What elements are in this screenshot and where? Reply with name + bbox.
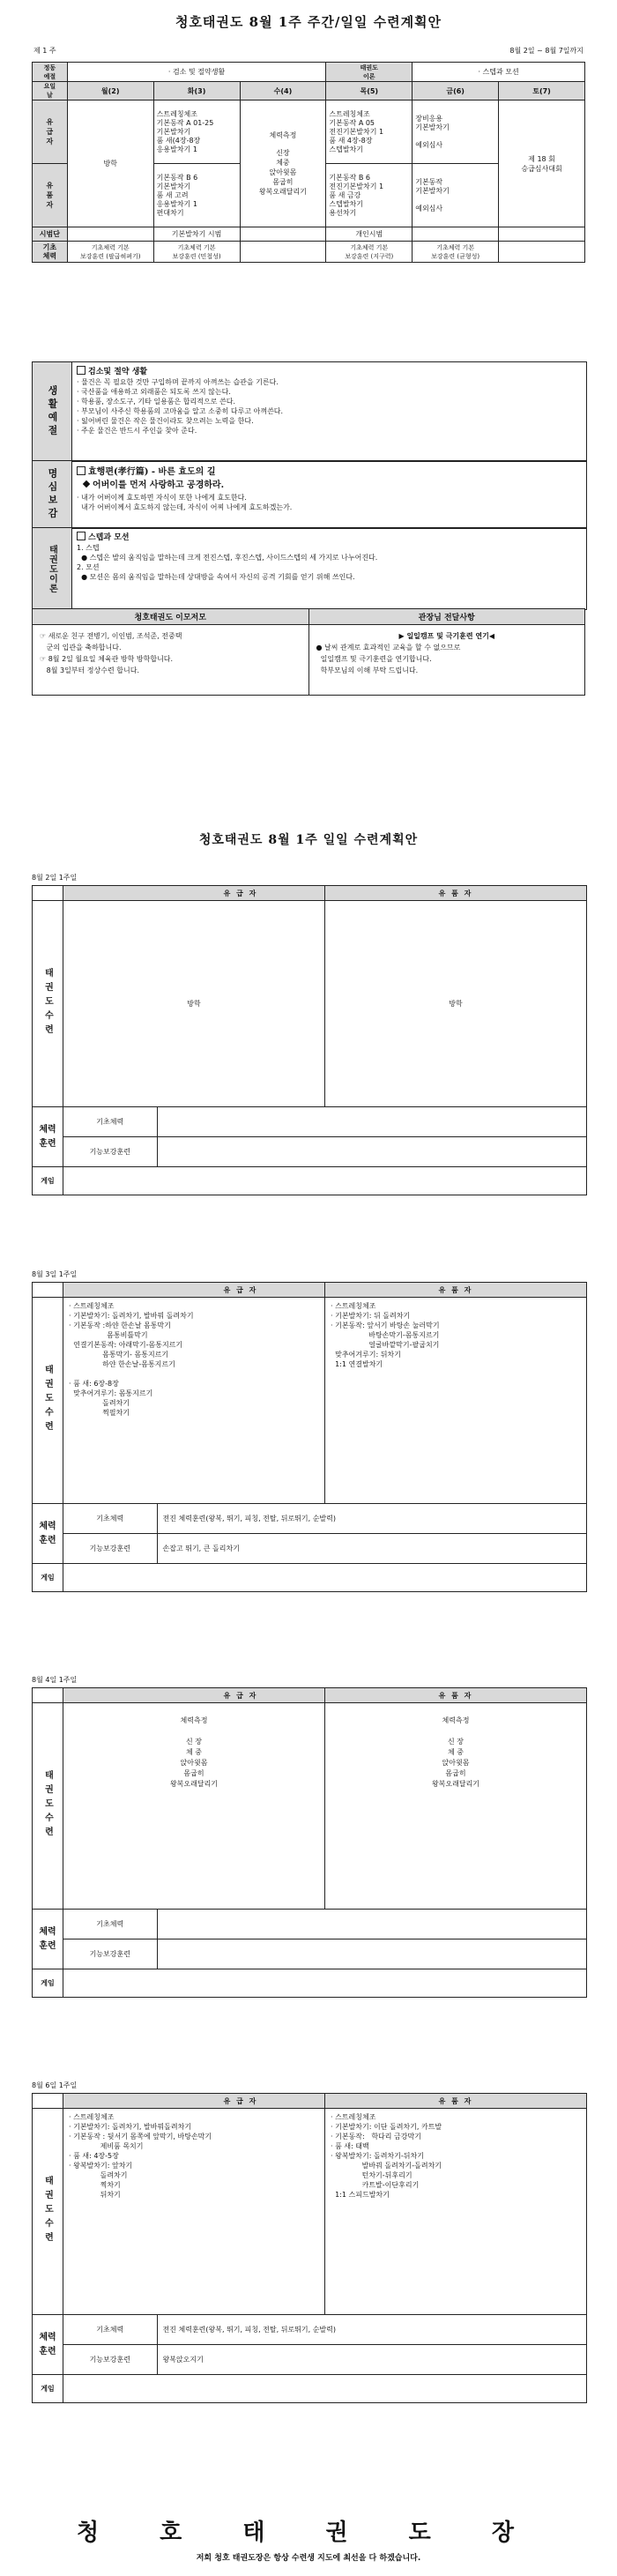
- senior-header: 유 품 자: [325, 2094, 587, 2109]
- youth-header: 유 급 자: [157, 1283, 325, 1298]
- etiquette-label: 정동 예절: [33, 63, 68, 82]
- weekly-plan-table: [32, 62, 585, 263]
- life-line: · 잃어버린 물건은 작은 물건이라도 찾으려는 노력을 한다.: [77, 417, 254, 425]
- life-line: · 학용품, 장소도구, 기타 일용품은 합리적으로 쓴다.: [77, 398, 235, 406]
- daily-title: 청호태권도 8월 1주 일일 수련계획안: [198, 833, 419, 847]
- mon-plan: 방학: [67, 101, 153, 227]
- strength-content: [157, 1137, 587, 1167]
- senior-header: 유 품 자: [325, 1283, 587, 1298]
- training-side-label: 태권도수련: [42, 967, 53, 1039]
- life-line: · 주운 물건은 반드시 주인을 찾아 준다.: [77, 427, 197, 435]
- notice-left-line: ☞ 8월 2일 월요일 체육관 방학 방학합니다.: [40, 655, 174, 663]
- life-line: · 물건은 꼭 필요한 것만 구입하며 끝까지 아껴쓰는 습관을 기른다.: [77, 378, 279, 386]
- training-side-label: 태권도수련: [42, 2175, 53, 2246]
- senior-content: · 스트레칭체조 · 기본발차기: 이단 돌려차기, 카트발 · 기본동작: 학다리 금강막기 · 품 새: 태백 · 왕복발차기: 돌려차기-뒤차기 발바꿔 돌려차기-돌려차기 턴차기-뒤후리기 카트발-이단후리기 1:1 스피드발차기: [325, 2109, 587, 2315]
- day3-plan: 유 급 자 유 품 자 태권도수련 체력측정 신 장 체 중 앉아윗몸 몸굽히 왕복오래달리기 체력측정 신 장 체 중 앉아윗몸 몸굽히 왕복오래달리기 체력 훈련 기초체력 기능보강훈련 게임: [32, 1687, 587, 1998]
- life-line: · 부모님이 사주신 학용품의 고마움을 알고 소중히 다루고 아껴쓴다.: [77, 407, 284, 415]
- basic-fitness-label: 기초체력: [63, 1107, 158, 1137]
- checkbox-icon: [77, 366, 85, 375]
- basic-fitness-content: [157, 1107, 587, 1137]
- day-wed: 수(4): [240, 82, 326, 101]
- notice-right-line: 일일캠프 및 극기훈련을 연기합니다.: [316, 655, 432, 663]
- theory-topic: · 스텝과 모션: [413, 63, 585, 82]
- footer-note: 저희 청호 태권도장은 항상 수련생 지도에 최선을 다 하겠습니다.: [196, 2554, 421, 2563]
- senior-content: 체력측정 신 장 체 중 앉아윗몸 몸굽히 왕복오래달리기: [325, 1703, 587, 1910]
- day-mon: 월(2): [67, 82, 153, 101]
- senior-content: · 스트레칭체조 · 기본발차기: 뒤 돌려차기 · 기본동작: 앞서기 바탕손 눌러막기 바탕손막기-몸통지르기 얼굴바깥막기-팔굽치기 맞추어겨루기: 뒤차기 1:1 연결발차기: [325, 1298, 587, 1504]
- diamond-bullet-icon: [83, 480, 90, 488]
- theory-box: [32, 527, 587, 610]
- training-side-label: 태권도수련: [42, 1769, 53, 1841]
- thu-senior-plan: 기본동작 B 6 전진기본발차기 1 품 새 금강 스텝발차기 용선차기: [326, 164, 413, 227]
- thu-youth-plan: 스트레칭체조 기본동작 A 05 전진기본발차기 1 품 새 4장-8장 스텝발차기: [326, 101, 413, 164]
- checkbox-icon: [77, 466, 85, 475]
- youth-header: 유 급 자: [157, 886, 325, 901]
- basic-fitness-label: 기초체력: [63, 2315, 158, 2345]
- notice-table: [32, 608, 585, 696]
- footer-dojang-name: 청 호 태 권 도 장: [77, 2520, 540, 2546]
- day-fri: 금(6): [413, 82, 499, 101]
- strength-content: 왕복앉오지기: [157, 2345, 587, 2375]
- life-side-label: 생활예절: [47, 385, 58, 438]
- notice-left-title: 청호태권도 이모저모: [33, 609, 309, 625]
- theory-line: 2. 모션: [77, 563, 100, 571]
- strength-content: [157, 1939, 587, 1969]
- youth-content: 체력측정 신 장 체 중 앉아윗몸 몸굽히 왕복오래달리기: [63, 1703, 325, 1910]
- senior-header: 유 품 자: [325, 1688, 587, 1703]
- tue-youth-plan: 스트레칭체조 기본동작 A 01-25 기본발차기 품 새(4장-8장 응용발차기 1: [153, 101, 240, 164]
- life-etiquette-box: [32, 361, 587, 462]
- notice-left-line: 8월 3일부터 정상수련 합니다.: [40, 666, 139, 674]
- day-thu: 목(5): [326, 82, 413, 101]
- page-title: 청호태권도 8월 1주 주간/일일 수련계획안: [175, 14, 442, 30]
- fri-youth-plan: 장비응용 기본발차기 예외심사: [413, 101, 499, 164]
- game-label: 게임: [33, 1969, 63, 1998]
- youth-header: 유 급 자: [157, 2094, 325, 2109]
- demo-thu: 개인시범: [326, 227, 413, 242]
- basic-fitness-content: [157, 1910, 587, 1939]
- mind-title: 효행편(孝行篇) - 바른 효도의 길: [88, 467, 216, 477]
- theory-line: ● 모션은 몸의 움직임을 말하는데 상대방을 속여서 자신의 공격 기회를 얻기 위해 쓰인다.: [77, 573, 355, 581]
- checkbox-icon: [77, 532, 85, 540]
- fit-mon: 기초체력 기본 보강훈련 (팔굽혀펴기): [67, 242, 153, 263]
- notice-right-title: 관장님 전달사항: [308, 609, 585, 625]
- theory-line: 1. 스텝: [77, 544, 100, 552]
- life-line: · 국산품을 애용하고 외래품은 되도록 쓰지 않는다.: [77, 388, 231, 396]
- training-side-label: 태권도수련: [42, 1364, 53, 1435]
- fit-fri: 기초체력 기본 보강훈련 (균형성): [413, 242, 499, 263]
- game-label: 게임: [33, 2375, 63, 2403]
- basic-fitness-content: 전진 체력훈련(왕복, 뛰기, 피칭, 전탈, 뒤로뛰기, 순발력): [157, 1504, 587, 1534]
- youth-content: · 스트레칭체조 · 기본발차기: 돌려차기, 발바꿔 돌려차기 · 기본동작 :하얀 한손날 몸통막기 몸통비틀막기 연결기본동작: 아래막기-몸통지르기 몸통막기- 몸통지르기 하얀 한손날-몸통지르기 · 품 새: 6장-8장 맞추어겨루기: 몸통지르기 돌려차기 찍필차기: [63, 1298, 325, 1504]
- day-sat: 토(7): [499, 82, 585, 101]
- fit-thu: 기초체력 기본 보강훈련 (지구력): [326, 242, 413, 263]
- youth-content: 방학: [63, 901, 325, 1107]
- demo-label: 시범단: [33, 227, 68, 242]
- senior-label: 유 품 자: [33, 164, 68, 227]
- day2-plan: 유 급 자 유 품 자 태권도수련 · 스트레칭체조 · 기본발차기: 돌려차기, 발바꿔 돌려차기 · 기본동작 :하얀 한손날 몸통막기 몸통비틀막기 연결기본동작: 아래막기-몸통지르기 몸통막기- 몸통지르기 하얀 한손날-몸통지르기 · 품 새: 6장-8장 맞추어겨루기: 몸통지르기 돌려차기 찍필차기 · 스트레칭체조 · 기본발차기: 뒤 돌려차기 · 기본동작: 앞서기 바탕손 눌러막기 바탕손막기-몸통지르기 얼굴바깥막기-팔굽치기 맞추어겨루기: 뒤차기 1:1 연결발차기 체력 훈련 기초체력 전진 체력훈련(왕복, 뛰기, 피칭, 전탈, 뒤로뛰기, 순발력) 기능보강훈련 손잡고 뛰기, 큰 돌리차기 게임: [32, 1282, 587, 1592]
- notice-left-line: ☞ 새로운 친구 전병기, 이인범, 조석준, 전중택: [40, 632, 182, 640]
- youth-content: · 스트레칭체조 · 기본발차기: 돌려차기, 발바꿔돌려차기 · 기본동작 : 뒷서기 몸쪽에 앞막기, 바탕손막기 제비품 목치기 · 품 새: 4장-5장 · 왕복발차기: 앞차기 돌려차기 찍차기 뒤차기: [63, 2109, 325, 2315]
- notice-left-line: 군의 입관을 축하합니다.: [40, 644, 122, 651]
- senior-content: 방학: [325, 901, 587, 1107]
- day3-date: 8월 4일 1주일: [32, 1676, 78, 1684]
- myungsimbogam-box: [32, 460, 587, 529]
- notice-right-line: 학부모님의 이해 부탁 드립니다.: [316, 666, 419, 674]
- issue-number: 제 1 주: [33, 47, 56, 55]
- basic-fitness-content: 전진 체력훈련(왕복, 뛰기, 피칭, 전탈, 뒤로뛰기, 순발력): [157, 2315, 587, 2345]
- fitness-label: 기초 체력: [33, 242, 68, 263]
- day-tue: 화(3): [153, 82, 240, 101]
- mind-line: 내가 어버이께서 효도하지 않는데, 자식이 어찌 나에게 효도하겠는가.: [77, 503, 293, 511]
- fit-tue: 기초체력 기본 보강훈련 (민첩성): [153, 242, 240, 263]
- strength-label: 기능보강훈련: [63, 1534, 158, 1564]
- basic-fitness-label: 기초체력: [63, 1504, 158, 1534]
- period: 8월 2일 ~ 8월 7일까지: [509, 47, 584, 55]
- demo-tue: 기본발차기 시범: [153, 227, 240, 242]
- strength-content: 손잡고 뛰기, 큰 돌리차기: [157, 1534, 587, 1564]
- life-title: 검소및 절약 생활: [88, 368, 148, 376]
- basic-fitness-label: 기초체력: [63, 1910, 158, 1939]
- strength-label: 기능보강훈련: [63, 1939, 158, 1969]
- youth-header: 유 급 자: [157, 1688, 325, 1703]
- day-header-corner: 요일 날: [33, 82, 68, 101]
- fri-senior-plan: 기본동작 기본발차기 예외심사: [413, 164, 499, 227]
- mind-line: · 내가 어버이께 효도하면 자식이 또한 나에게 효도한다.: [77, 494, 247, 502]
- sat-plan: 제 18 회 승급심사대회: [499, 101, 585, 227]
- youth-label: 유 급 자: [33, 101, 68, 164]
- theory-side-label: 태권도이론: [47, 544, 57, 593]
- senior-header: 유 품 자: [325, 886, 587, 901]
- theory-title: 스텝과 모션: [88, 533, 130, 542]
- strength-label: 기능보강훈련: [63, 1137, 158, 1167]
- strength-label: 기능보강훈련: [63, 2345, 158, 2375]
- day1-date: 8월 2일 1주일: [32, 874, 78, 882]
- game-label: 게임: [33, 1167, 63, 1195]
- theory-line: ● 스텝은 발의 움직임을 말하는데 크게 전진스텝, 후진스텝, 사이드스텝의 세 가지로 나누어진다.: [77, 554, 378, 562]
- game-label: 게임: [33, 1564, 63, 1592]
- day4-plan: 유 급 자 유 품 자 태권도수련 · 스트레칭체조 · 기본발차기: 돌려차기, 발바꿔돌려차기 · 기본동작 : 뒷서기 몸쪽에 앞막기, 바탕손막기 제비품 목치기 · 품 새: 4장-5장 · 왕복발차기: 앞차기 돌려차기 찍차기 뒤차기 · 스트레칭체조 · 기본발차기: 이단 돌려차기, 카트발 · 기본동작: 학다리 금강막기 · 품 새: 태백 · 왕복발차기: 돌려차기-뒤차기 발바꿔 돌려차기-돌려차기 턴차기-뒤후리기 카트발-이단후리기 1:1 스피드발차기 체력 훈련 기초체력 전진 체력훈련(왕복, 뛰기, 피칭, 전탈, 뒤로뛰기, 순발력) 기능보강훈련 왕복앉오지기 게임: [32, 2093, 587, 2403]
- etiquette-topic: · 검소 및 절약생활: [67, 63, 326, 82]
- notice-right-line: ▶ 일일캠프 및 극기훈련 연기◀: [398, 632, 494, 640]
- mind-sub: 어버이를 먼저 사랑하고 공경하라.: [93, 480, 225, 490]
- day4-date: 8월 6일 1주일: [32, 2081, 78, 2089]
- day2-date: 8월 3일 1주일: [32, 1270, 78, 1278]
- theory-label: 태권도 이론: [326, 63, 413, 82]
- wed-plan: 체력측정 신장 체중 앉아윗몸 몸굽히 왕복오래달리기: [240, 101, 326, 227]
- notice-right-line: ● 날씨 관계로 효과적인 교육을 할 수 없으므로: [316, 644, 461, 651]
- day1-plan: 유 급 자 유 품 자 태권도수련 방학 방학 체력 훈련 기초체력 기능보강훈련 게임: [32, 885, 587, 1195]
- tue-senior-plan: 기본동작 B 6 기본발차기 품 새 고려 응용발차기 1 편대차기: [153, 164, 240, 227]
- mind-side-label: 명심보감: [47, 468, 58, 521]
